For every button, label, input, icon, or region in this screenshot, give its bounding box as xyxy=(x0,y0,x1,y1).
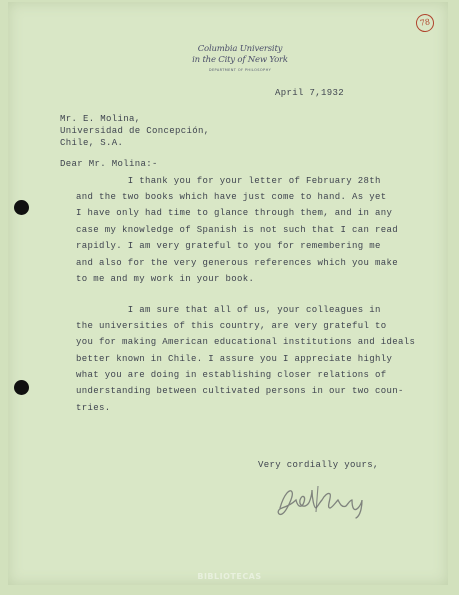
letterhead-university: Columbia University xyxy=(197,44,283,54)
archive-number-stamp: 78 xyxy=(415,13,435,33)
body-line: what you are doing in establishing closer relations of xyxy=(76,370,387,380)
letterhead-city: in the City of New York xyxy=(192,55,288,65)
body-line: the universities of this country, are very grateful to xyxy=(76,321,387,331)
body-line: you for making American educational institutions and ideals xyxy=(76,337,416,347)
body-line: understanding between cultivated persons in our two coun- xyxy=(76,386,404,396)
signature-john-dewey xyxy=(272,478,368,520)
recipient-country: Chile, S.A. xyxy=(60,138,124,148)
punch-hole-top xyxy=(14,200,29,215)
body-line: rapidly. I am very grateful to you for remembering me xyxy=(76,241,381,251)
library-watermark: BIBLIOTECAS xyxy=(197,572,262,581)
punch-hole-bottom xyxy=(14,380,29,395)
body-line: case my knowledge of Spanish is not such that I can read xyxy=(76,225,399,235)
body-line: I have only had time to glance through them, and in any xyxy=(76,208,393,218)
body-line: I am sure that all of us, your colleagues in xyxy=(76,305,381,315)
letter-sheet xyxy=(8,2,448,585)
letterhead-department: DEPARTMENT OF PHILOSOPHY xyxy=(208,68,272,72)
closing: Very cordially yours, xyxy=(258,460,379,470)
letter-date: April 7,1932 xyxy=(275,88,345,98)
recipient-name: Mr. E. Molina, xyxy=(60,114,141,124)
salutation: Dear Mr. Molina:- xyxy=(60,159,158,169)
body-line: I thank you for your letter of February 28th xyxy=(76,176,381,186)
body-line: better known in Chile. I assure you I appreciate highly xyxy=(76,354,393,364)
recipient-institution: Universidad de Concepción, xyxy=(60,126,210,136)
body-line: tries. xyxy=(76,403,111,413)
body-line: and the two books which have just come to hand. As yet xyxy=(76,192,387,202)
body-line: to me and my work in your book. xyxy=(76,274,255,284)
body-line: and also for the very generous references which you make xyxy=(76,258,399,268)
